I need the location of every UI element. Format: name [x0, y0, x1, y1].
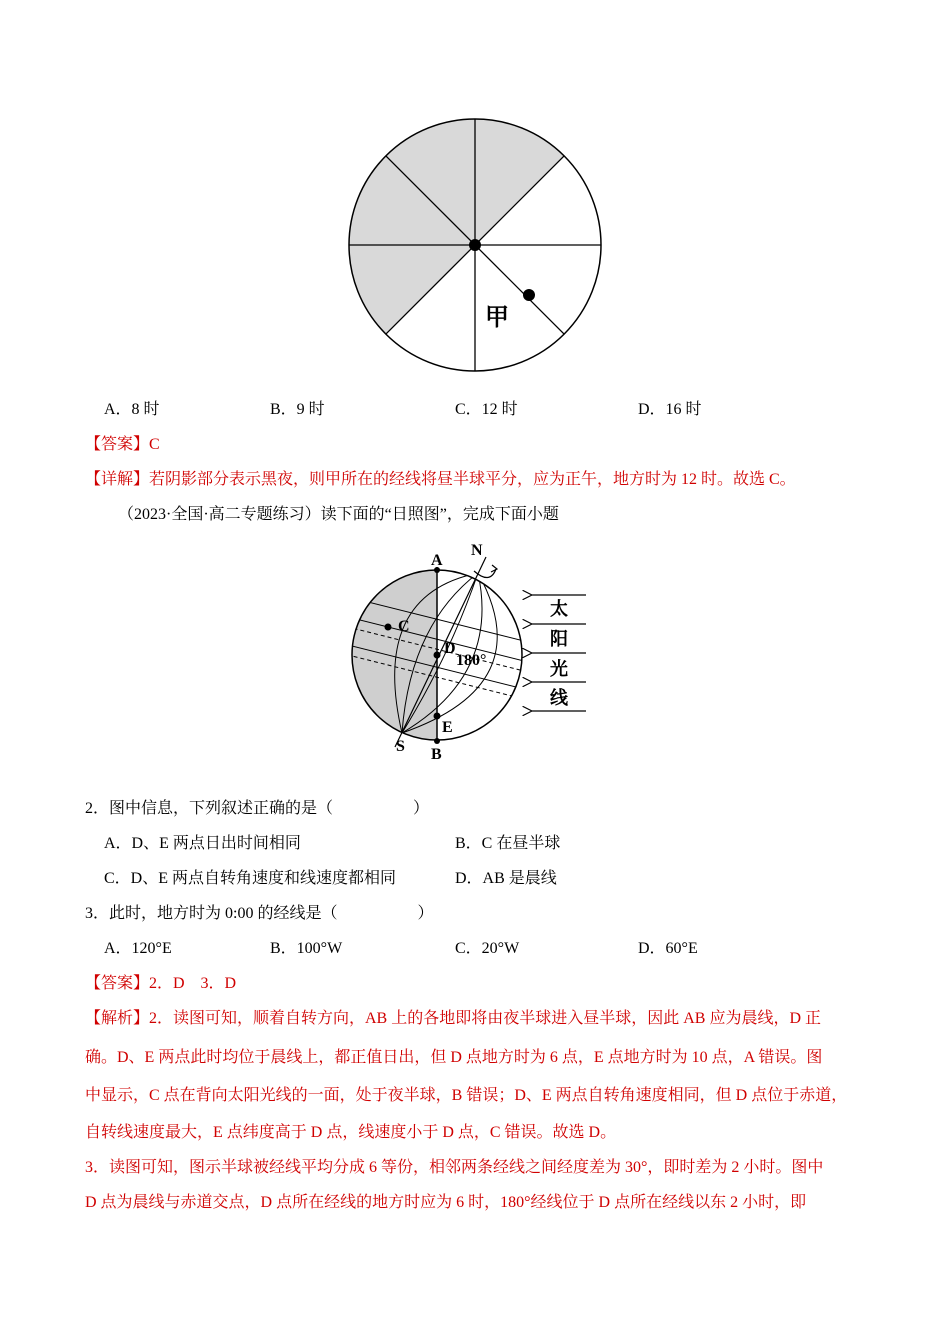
section-intro: （2023·全国·高二专题练习）读下面的“日照图”，完成下面小题	[118, 506, 559, 523]
point-b	[434, 738, 440, 744]
sun-char-1: 太	[550, 599, 568, 619]
label-n: N	[471, 542, 483, 559]
q3-stem: 3．此时，地方时为 0:00 的经线是（ ）	[85, 905, 434, 922]
q2-option-a: A．D、E 两点日出时间相同	[104, 835, 301, 852]
q1-option-a: A．8 时	[104, 401, 160, 418]
q3-option-c: C．20°W	[455, 940, 520, 957]
label-d: D	[444, 640, 456, 657]
q3-option-a: A．120°E	[104, 940, 172, 957]
analysis-line-2: 确。D、E 两点此时均位于晨线上，都正值日出，但 D 点地方时为 6 点，E 点地方时为 10 点，A 错误。图	[85, 1049, 823, 1066]
q2-stem: 2．图中信息，下列叙述正确的是（ ）	[85, 800, 430, 817]
night-sector-top-right	[475, 119, 564, 245]
sun-char-3: 光	[550, 659, 568, 679]
analysis-line-1: 【解析】2．读图可知，顺着自转方向，AB 上的各地即将由夜半球进入昼半球，因此 AB 应为晨线，D 正	[85, 1010, 822, 1027]
label-a: A	[431, 552, 443, 569]
night-half	[352, 570, 437, 740]
point-jia-dot	[523, 289, 535, 301]
rotation-arrowhead-icon	[491, 565, 497, 572]
night-sector-lower-left	[349, 245, 475, 334]
label-jia: 甲	[485, 305, 509, 331]
q2-option-c: C．D、E 两点自转角速度和线速度都相同	[104, 870, 397, 887]
point-c	[385, 624, 392, 631]
analysis-line-6: D 点为晨线与赤道交点，D 点所在经线的地方时应为 6 时，180°经线位于 D 点所在经线以东 2 小时，即	[85, 1194, 807, 1211]
label-s: S	[396, 738, 405, 755]
answer-2-3: 【答案】2．D 3．D	[85, 975, 237, 992]
globe-illumination-diagram	[340, 535, 600, 765]
q1-detail: 【详解】若阴影部分表示黑夜，则甲所在的经线将昼半球平分，应为正午，地方时为 12 时。故选 C。	[85, 471, 796, 488]
q1-option-c: C．12 时	[455, 401, 518, 418]
q2-option-d: D．AB 是晨线	[455, 870, 557, 887]
q3-option-b: B．100°W	[270, 940, 343, 957]
q1-answer: 【答案】C	[85, 436, 160, 453]
q2-option-b: B．C 在昼半球	[455, 835, 561, 852]
point-e	[434, 713, 441, 720]
sun-char-4: 线	[550, 688, 568, 708]
pole-dot	[469, 239, 481, 251]
sun-char-2: 阳	[550, 629, 568, 649]
label-b: B	[431, 746, 442, 763]
point-d	[434, 652, 441, 659]
analysis-line-4: 自转线速度最大，E 点纬度高于 D 点，线速度小于 D 点，C 错误。故选 D。	[85, 1124, 617, 1141]
polar-day-night-diagram	[340, 110, 610, 390]
label-180: 180°	[456, 652, 487, 669]
analysis-line-3: 中显示，C 点在背向太阳光线的一面，处于夜半球，B 错误；D、E 两点自转角速度相同，但 D 点位于赤道，	[85, 1087, 848, 1104]
label-e: E	[442, 719, 453, 736]
label-c: C	[398, 618, 410, 635]
analysis-line-5: 3．读图可知，图示半球被经线平均分成 6 等份，相邻两条经线之间经度差为 30°，即时差为 2 小时。图中	[85, 1159, 824, 1176]
q3-option-d: D．60°E	[638, 940, 698, 957]
q1-option-b: B．9 时	[270, 401, 325, 418]
q1-option-d: D．16 时	[638, 401, 702, 418]
